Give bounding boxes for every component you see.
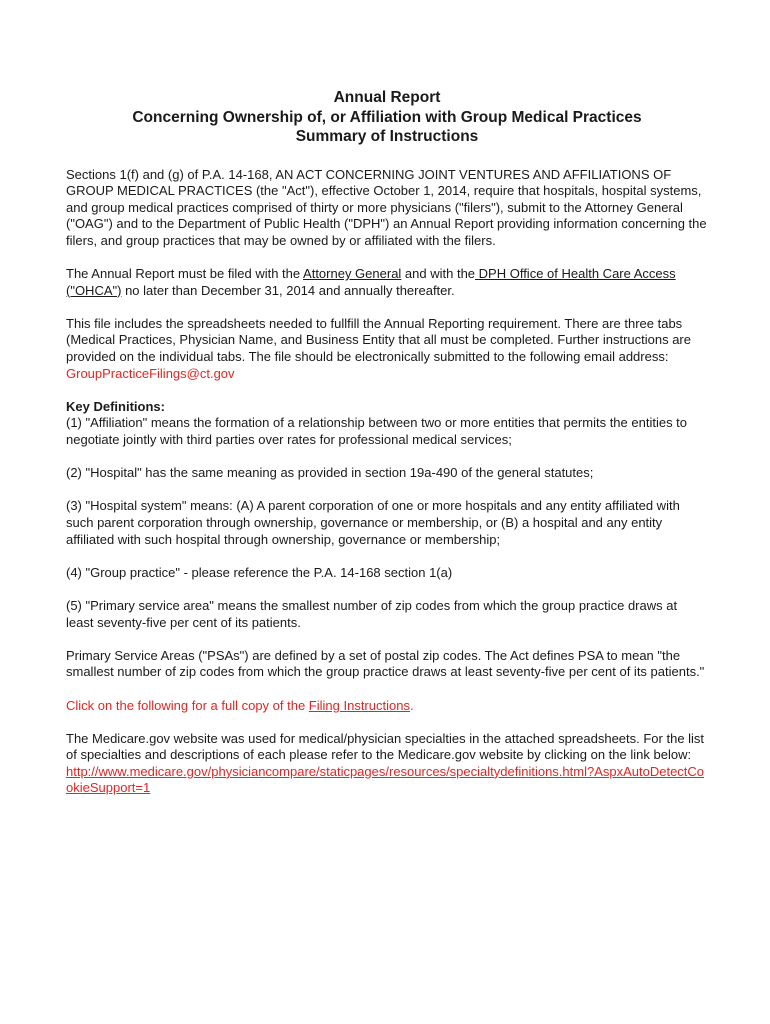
spreadsheets-text: This file includes the spreadsheets needed to fullfill the Annual Reporting requirement. There are three tabs (Medical Practices, Physician Name, and Business Entity that all must be completed. Further instructions are provided on the individual tabs. The file should be electronically submitted to the following email address: — [66, 315, 691, 365]
filing-instructions-link[interactable]: Filing Instructions — [308, 697, 410, 713]
spreadsheets-paragraph — [66, 316, 708, 382]
intro-paragraph: Sections 1(f) and (g) of P.A. 14-168, AN ACT CONCERNING JOINT VENTURES AND AFFILIATIONS OF GROUP MEDICAL PRACTICES (the "Act"), effective October 1, 2014, require that hospitals, hospital systems, and group medical practices comprised of thirty or more physicians ("filers"), submit to the Attorney General ("OAG") and to the Department of Public Health ("DPH") an Annual Report providing information concerning the filers, and group practices that may be owned by or affiliated with the filers. — [66, 166, 707, 248]
filing-suffix: no later than December 31, 2014 and annually thereafter. — [121, 282, 455, 298]
attorney-general-link[interactable]: Attorney General — [303, 266, 402, 282]
psa-paragraph: Primary Service Areas ("PSAs") are defined by a set of postal zip codes. The Act defines PSA to mean "the smallest number of zip codes from which the group practice draws at least seventy-five per cent of its patients." — [66, 647, 705, 680]
click-suffix: . — [409, 697, 414, 713]
key-definitions-heading: Key Definitions: — [66, 398, 165, 414]
filing-instructions-paragraph — [66, 698, 708, 715]
definition-affiliation: (1) "Affiliation" means the formation of a relationship between two or more entities that permits the entities to negotiate jointly with third parties over rates for professional medical services; — [66, 415, 688, 447]
click-prefix: Click on the following for a full copy of the — [66, 697, 309, 713]
definition-hospital-system: (3) "Hospital system" means: (A) A parent corporation of one or more hospitals and any entity affiliated with such parent corporation through ownership, governance or membership, or (B) a hospital and any entity affiliated with such hospital through ownership, governance or membership; — [66, 498, 680, 547]
medicare-paragraph: The Medicare.gov website was used for medical/physician specialties in the attached spreadsheets. For the list of specialties and descriptions of each please refer to the Medicare.gov website by clicking on the link below: — [66, 730, 705, 763]
definition-primary-service-area: (5) "Primary service area" means the smallest number of zip codes from which the group practice draws at least seventy-five per cent of its patients. — [66, 597, 678, 630]
title-line-3: Summary of Instructions — [295, 128, 479, 145]
definition-group-practice: (4) "Group practice" - please reference the P.A. 14-168 section 1(a) — [66, 564, 453, 580]
title-line-1: Annual Report — [333, 89, 441, 106]
submission-email[interactable]: GroupPracticeFilings@ct.gov — [66, 365, 235, 381]
medicare-specialty-link[interactable]: http://www.medicare.gov/physiciancompare/staticpages/resources/specialtydefinitions.html?AspxAutoDetectCookieSupport=1 — [66, 763, 705, 796]
document-page — [66, 88, 708, 797]
dph-ohca-link[interactable]: DPH Office of Health Care Access ("OHCA") — [66, 266, 676, 298]
title-line-2: Concerning Ownership of, or Affiliation with Group Medical Practices — [132, 108, 642, 126]
definition-hospital: (2) "Hospital" has the same meaning as provided in section 19a-490 of the general statutes; — [66, 465, 594, 481]
filing-prefix: The Annual Report must be filed with the — [66, 266, 304, 282]
filing-paragraph — [66, 266, 708, 299]
filing-middle: and with the — [401, 266, 476, 282]
